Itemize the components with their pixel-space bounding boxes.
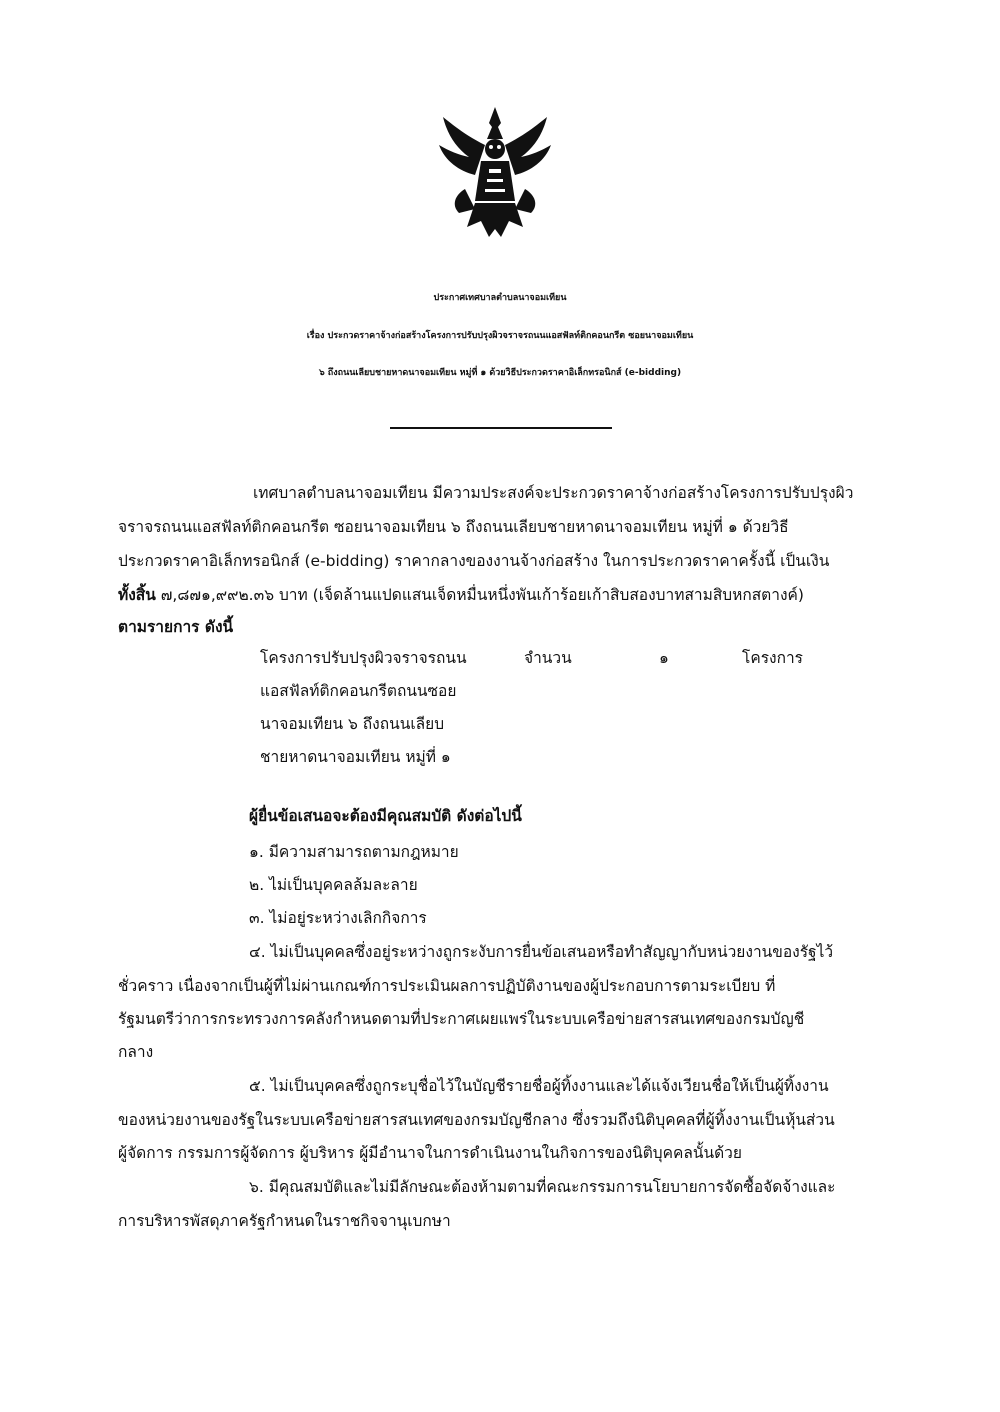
qualification-5-line-1: ๕. ไม่เป็นบุคคลซึ่งถูกระบุชื่อไว้ในบัญชีรายชื่อผู้ทิ้งงานและได้แจ้งเวียนชื่อให้เป็นผู้ทิ้งงาน [249, 1077, 829, 1095]
announcement-title: ประกาศเทศบาลตำบลนาจอมเทียน [433, 293, 567, 303]
qualification-2: ๒. ไม่เป็นบุคคลล้มละลาย [249, 876, 418, 894]
qualification-6-line-2: การบริหารพัสดุภาครัฐกำหนดในราชกิจจานุเบกษา [118, 1212, 451, 1230]
project-qty-label: จำนวน [524, 649, 572, 667]
qualification-4-line-2: ชั่วคราว เนื่องจากเป็นผู้ที่ไม่ผ่านเกณฑ์การประเมินผลการปฏิบัติงานของผู้ประกอบการตามระเบียบ ที่ [118, 977, 776, 995]
project-unit: โครงการ [742, 649, 804, 667]
qualification-4-line-4: กลาง [118, 1043, 154, 1061]
qualification-5-line-2: ของหน่วยงานของรัฐในระบบเครือข่ายสารสนเทศของกรมบัญชีกลาง ซึ่งรวมถึงนิติบุคคลที่ผู้ทิ้งงานเป็นหุ้นส่วน [118, 1111, 835, 1129]
qualification-5-line-3: ผู้จัดการ กรรมการผู้จัดการ ผู้บริหาร ผู้มีอำนาจในการดำเนินงานในกิจการของนิติบุคคลนั้นด้วย [118, 1144, 742, 1162]
intro-line-1: เทศบาลตำบลนาจอมเทียน มีความประสงค์จะประกวดราคาจ้างก่อสร้างโครงการปรับปรุงผิว [253, 484, 854, 502]
project-name-line-3: นาจอมเทียน ๖ ถึงถนนเลียบ [260, 715, 445, 733]
intro-line-4 [118, 581, 804, 609]
project-name-line-1: โครงการปรับปรุงผิวจราจรถนน [260, 649, 467, 667]
project-name-line-2: แอสฟัลท์ติกคอนกรีตถนนซอย [260, 682, 457, 700]
project-qty: ๑ [659, 649, 669, 667]
intro-total-prefix: ทั้งสิ้น [118, 586, 156, 604]
qualifications-heading: ผู้ยื่นข้อเสนอจะต้องมีคุณสมบัติ ดังต่อไปนี้ [249, 807, 522, 825]
announcement-subject: เรื่อง ประกวดราคาจ้างก่อสร้างโครงการปรับปรุงผิวจราจรถนนแอสฟัลท์ติกคอนกรีต ซอยนาจอมเทียน [306, 331, 694, 341]
qualification-1: ๑. มีความสามารถตามกฎหมาย [249, 843, 459, 861]
intro-line-2: จราจรถนนแอสฟัลท์ติกคอนกรีต ซอยนาจอมเทียน ๖ ถึงถนนเลียบชายหาดนาจอมเทียน หมู่ที่ ๑ ด้วยวิธี [118, 518, 789, 536]
project-name-line-4: ชายหาดนาจอมเทียน หมู่ที่ ๑ [260, 748, 451, 766]
qualification-4-line-3: รัฐมนตรีว่าการกระทรวงการคลังกำหนดตามที่ประกาศเผยแพร่ในระบบเครือข่ายสารสนเทศของกรมบัญชี [118, 1010, 805, 1028]
median-price-text: บาท (เจ็ดล้านแปดแสนเจ็ดหมื่นหนึ่งพันเก้าร้อยเก้าสิบสองบาทสามสิบหกสตางค์) [278, 586, 804, 604]
intro-line-5: ตามรายการ ดังนี้ [118, 618, 234, 636]
intro-line-3: ประกวดราคาอิเล็กทรอนิกส์ (e-bidding) ราคากลางของงานจ้างก่อสร้าง ในการประกวดราคาครั้งนี้ เป็นเงิน [118, 552, 830, 570]
qualification-3: ๓. ไม่อยู่ระหว่างเลิกกิจการ [249, 909, 427, 927]
header-divider [390, 427, 612, 429]
announcement-subject-cont: ๖ ถึงถนนเลียบชายหาดนาจอมเทียน หมู่ที่ ๑ ด้วยวิธีประกวดราคาอิเล็กทรอนิกส์ (e-bidding) [318, 368, 682, 378]
median-price-amount: ๗,๘๗๑,๙๙๒.๓๖ [160, 586, 275, 604]
qualification-6-line-1: ๖. มีคุณสมบัติและไม่มีลักษณะต้องห้ามตามที่คณะกรรมการนโยบายการจัดซื้อจัดจ้างและ [249, 1178, 836, 1196]
qualification-4-line-1: ๔. ไม่เป็นบุคคลซึ่งอยู่ระหว่างถูกระงับการยื่นข้อเสนอหรือทำสัญญากับหน่วยงานของรัฐไว้ [249, 943, 834, 961]
garuda-emblem [425, 105, 565, 245]
